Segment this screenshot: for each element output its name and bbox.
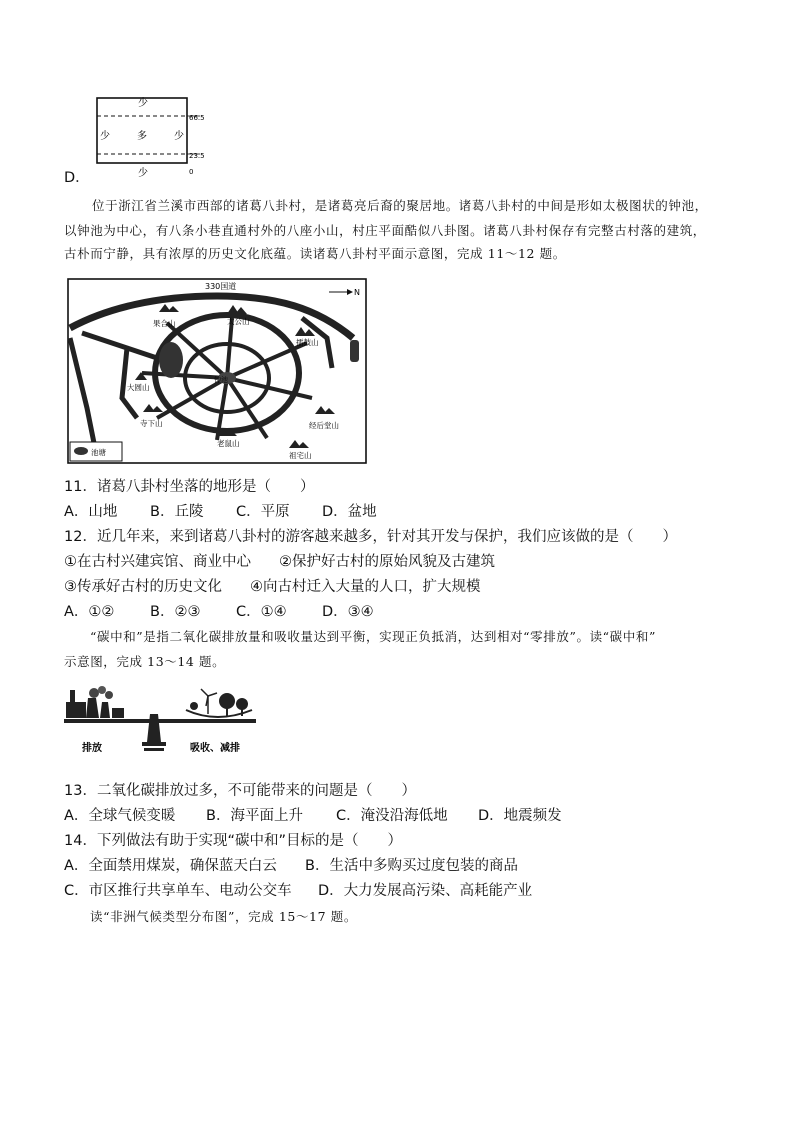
tick-base: 0 xyxy=(189,168,194,176)
road-label: 330国道 xyxy=(205,282,237,291)
q12-option-b: B．②③ xyxy=(150,604,201,620)
legend-label: 池塘 xyxy=(91,448,106,457)
q12-stem: 12．近几年来，来到诸葛八卦村的游客越来越多，针对其开发与保护，我们应该做的是（ ） xyxy=(64,529,677,545)
tick-upper: 66.5 xyxy=(189,114,205,122)
q14-option-a: A．全面禁用煤炭，确保蓝天白云 xyxy=(64,858,277,874)
q13-option-a: A．全球气候变暖 xyxy=(64,808,176,824)
passage-2-line-2: 示意图，完成 13～14 题。 xyxy=(64,654,226,669)
passage-1-line-1: 位于浙江省兰溪市西部的诸葛八卦村，是诸葛亮后裔的聚居地。诸葛八卦村的中间是形如太极图状的钟池， xyxy=(92,198,708,213)
q12-item-1: ①在古村兴建宾馆、商业中心 xyxy=(64,554,251,570)
q11-option-c: C．平原 xyxy=(236,504,290,520)
passage-1-line-3: 古朴而宁静，具有浓厚的历史文化底蕴。读诸葛八卦村平面示意图，完成 11～12 题。 xyxy=(64,246,566,261)
q12-option-c: C．①④ xyxy=(236,604,287,620)
north-label: N xyxy=(354,288,360,297)
tick-lower: 23.5 xyxy=(189,152,205,160)
q12-item-2: ②保护好古村的原始风貌及古建筑 xyxy=(279,554,495,570)
cell-bottom: 少 xyxy=(138,168,148,178)
q11-option-a: A．山地 xyxy=(64,504,118,520)
carbon-neutrality-figure xyxy=(62,684,258,764)
mountain-label: 钟池 xyxy=(214,376,228,384)
q11-option-b: B．丘陵 xyxy=(150,504,204,520)
mountain-label: 擂鼓山 xyxy=(296,338,319,347)
cell-left: 少 xyxy=(100,131,110,142)
mountain-label: 寺下山 xyxy=(140,419,163,428)
cell-right: 少 xyxy=(174,131,184,142)
q13-option-d: D．地震频发 xyxy=(478,808,562,824)
figure-d-diagram xyxy=(88,92,218,178)
mountain-label: 祖宅山 xyxy=(289,451,312,460)
q14-option-d: D．大力发展高污染、高耗能产业 xyxy=(318,883,533,899)
q11-stem: 11．诸葛八卦村坐落的地形是（ ） xyxy=(64,479,315,495)
q14-stem: 14．下列做法有助于实现“碳中和”目标的是（ ） xyxy=(64,833,402,849)
mountain-label: 太公山 xyxy=(227,317,250,326)
passage-2-line-1: “碳中和”是指二氧化碳排放量和吸收量达到平衡，实现正负抵消，达到相对“零排放”。读“碳中和” xyxy=(90,629,656,644)
mountain-label: 果合山 xyxy=(153,319,176,328)
cell-top: 少 xyxy=(138,98,148,109)
q12-item-3: ③传承好古村的历史文化 xyxy=(64,579,222,595)
mountain-label: 大圆山 xyxy=(127,383,150,392)
cell-center: 多 xyxy=(137,131,147,142)
emission-label: 排放 xyxy=(82,743,102,754)
q12-option-a: A．①② xyxy=(64,604,115,620)
passage-1-line-2: 以钟池为中心，有八条小巷直通村外的八座小山，村庄平面酷似八卦图。诸葛八卦村保存有完整古村落的建筑， xyxy=(64,223,706,238)
q13-stem: 13．二氧化碳排放过多，不可能带来的问题是（ ） xyxy=(64,783,416,799)
mountain-label: 老鼠山 xyxy=(217,439,240,448)
option-d-label: D． xyxy=(64,170,90,186)
q14-option-b: B．生活中多购买过度包装的商品 xyxy=(305,858,518,874)
q12-option-d: D．③④ xyxy=(322,604,374,620)
q12-item-4: ④向古村迁入大量的人口，扩大规模 xyxy=(250,579,481,595)
q11-option-d: D．盆地 xyxy=(322,504,377,520)
q13-option-b: B．海平面上升 xyxy=(206,808,303,824)
village-map xyxy=(67,278,367,464)
mountain-label: 经后堂山 xyxy=(309,421,339,430)
absorption-label: 吸收、减排 xyxy=(190,743,240,754)
q14-option-c: C．市区推行共享单车、电动公交车 xyxy=(64,883,292,899)
q13-option-c: C．淹没沿海低地 xyxy=(336,808,448,824)
passage-3-line-1: 读“非洲气候类型分布图”，完成 15～17 题。 xyxy=(90,909,357,924)
